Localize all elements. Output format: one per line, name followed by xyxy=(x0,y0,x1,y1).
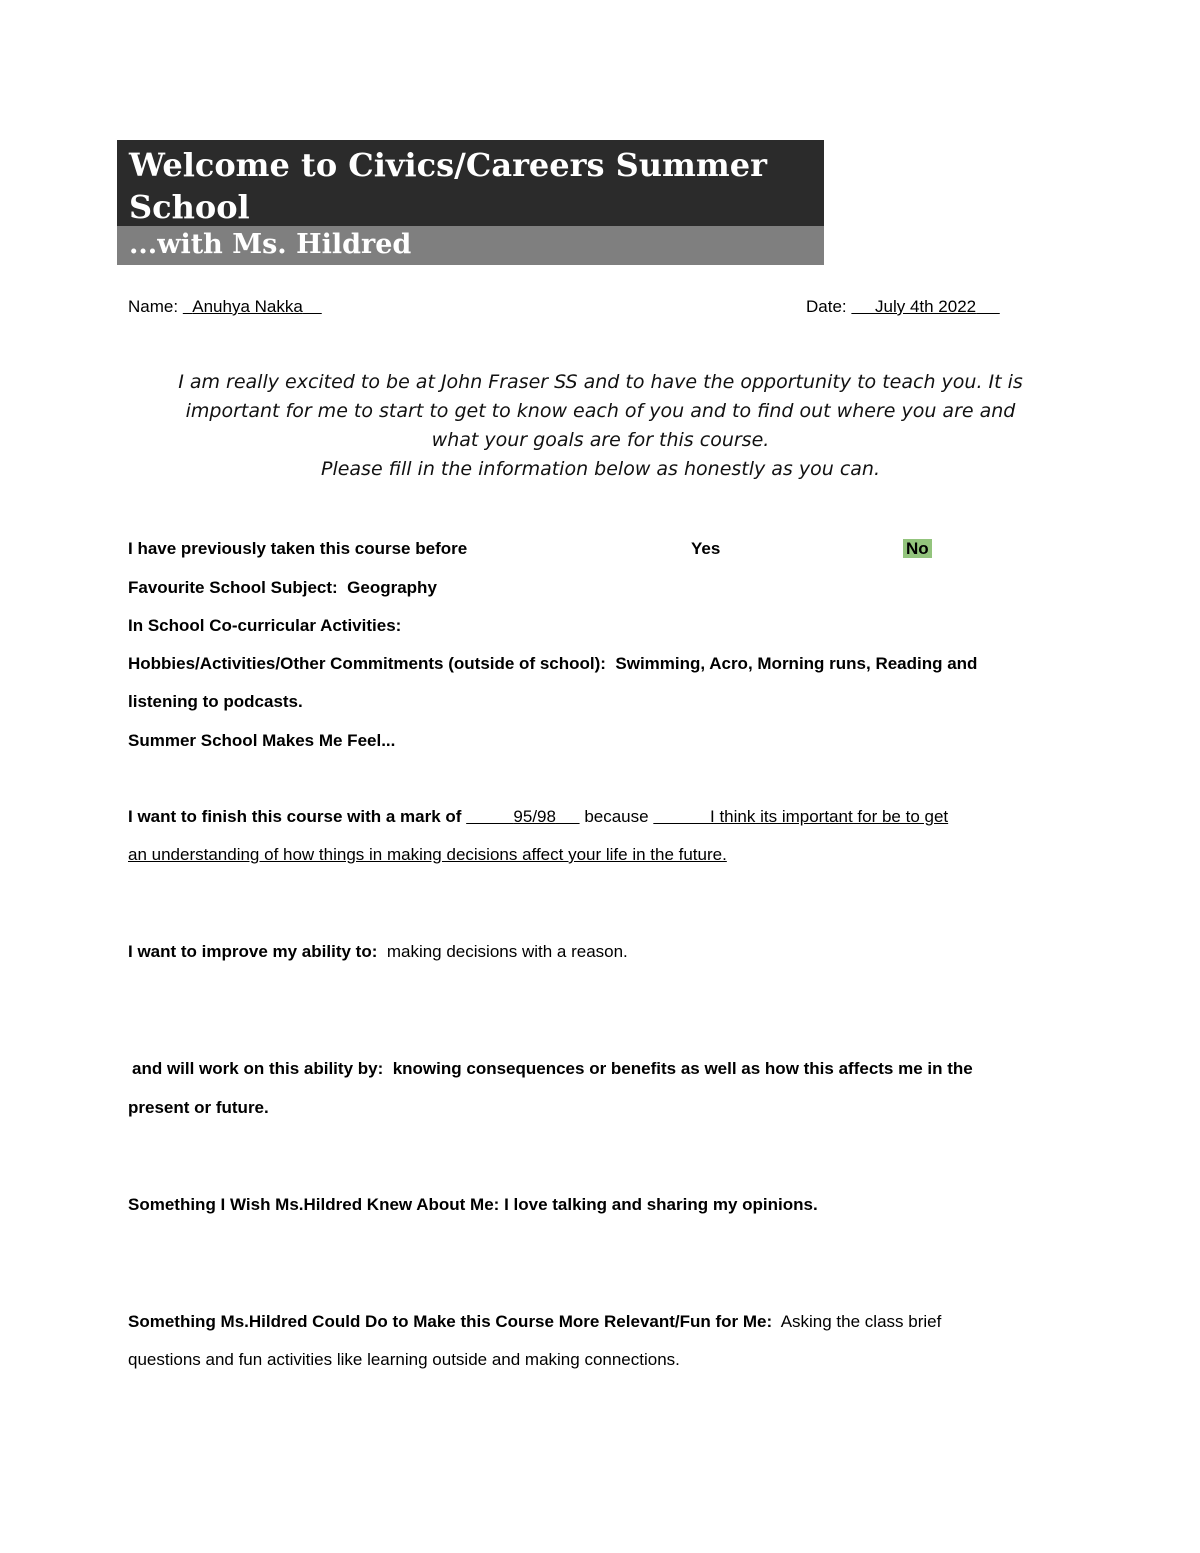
intro-paragraph xyxy=(128,368,1073,484)
favourite-subject-label: Favourite School Subject: xyxy=(128,578,338,597)
summer-feel-label: Summer School Makes Me Feel... xyxy=(128,731,396,750)
yes-option[interactable]: Yes xyxy=(691,539,721,558)
name-field[interactable] xyxy=(183,297,322,316)
wish-value: I love talking and sharing my opinions. xyxy=(504,1195,818,1214)
relevant-value-line-2: questions and fun activities like learning outside and making connections. xyxy=(128,1350,680,1369)
no-option-label: No xyxy=(903,539,932,558)
intro-line-2: important for me to start to get to know each of you and to find out where you are and xyxy=(185,400,1016,422)
hobbies-value-line-1: Swimming, Acro, Morning runs, Reading and xyxy=(615,654,978,673)
wish-row xyxy=(128,1194,818,1216)
subtitle-banner xyxy=(117,226,824,265)
improve-value: making decisions with a reason. xyxy=(386,942,628,961)
mark-label: I want to finish this course with a mark of xyxy=(128,807,462,826)
work-value-line-2: present or future. xyxy=(128,1098,269,1117)
wish-label: Something I Wish Ms.Hildred Knew About Me: xyxy=(128,1195,500,1214)
favourite-subject-row xyxy=(128,577,437,599)
work-row xyxy=(132,1058,973,1080)
because-value-line-1: I think its important for be to get xyxy=(710,807,949,826)
mark-field[interactable] xyxy=(466,807,579,826)
taken-before-question: I have previously taken this course before xyxy=(128,539,468,558)
because-value-line-2[interactable]: an understanding of how things in making decisions affect your life in the future. xyxy=(128,845,727,864)
date-row xyxy=(806,296,1000,318)
relevant-label: Something Ms.Hildred Could Do to Make this Course More Relevant/Fun for Me: xyxy=(128,1312,773,1331)
hobbies-row xyxy=(128,653,977,675)
favourite-subject-value: Geography xyxy=(347,578,437,597)
title-line-2: School xyxy=(129,188,250,226)
work-value-line-1: knowing consequences or benefits as well as how this affects me in the xyxy=(392,1059,973,1078)
title-line-1: Welcome to Civics/Careers Summer xyxy=(129,146,767,184)
cocurricular-label: In School Co-curricular Activities: xyxy=(128,616,402,635)
relevant-value-line-1: Asking the class brief xyxy=(780,1312,942,1331)
title-banner xyxy=(117,140,824,226)
hobbies-value-line-2: listening to podcasts. xyxy=(128,692,303,711)
intro-line-1: I am really excited to be at John Fraser SS and to have the opportunity to teach you. It is xyxy=(178,371,1023,393)
mark-row xyxy=(128,806,948,828)
name-value: Anuhya Nakka xyxy=(192,297,303,316)
because-label: because xyxy=(584,807,649,826)
date-field[interactable] xyxy=(851,297,999,316)
intro-line-4: Please fill in the information below as honestly as you can. xyxy=(320,458,880,480)
hobbies-label: Hobbies/Activities/Other Commitments (outside of school): xyxy=(128,654,606,673)
date-label: Date: xyxy=(806,297,847,316)
name-label: Name: xyxy=(128,297,179,316)
relevant-row xyxy=(128,1311,941,1333)
mark-value: 95/98 xyxy=(513,807,556,826)
intro-line-3: what your goals are for this course. xyxy=(431,429,770,451)
improve-row xyxy=(128,941,628,963)
because-field[interactable] xyxy=(653,807,948,826)
work-label: and will work on this ability by: xyxy=(132,1059,384,1078)
date-value: July 4th 2022 xyxy=(875,297,977,316)
improve-label: I want to improve my ability to: xyxy=(128,942,378,961)
no-option-selected[interactable] xyxy=(903,538,932,560)
subtitle: ...with Ms. Hildred xyxy=(129,229,412,260)
name-row xyxy=(128,296,322,318)
